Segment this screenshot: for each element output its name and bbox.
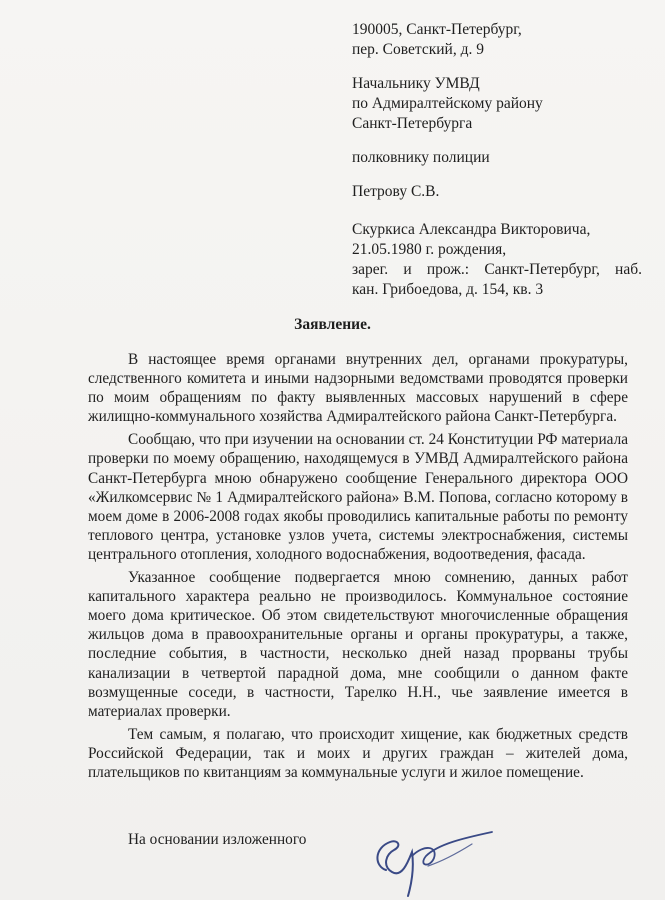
paragraph-4: Тем самым, я полагаю, что происходит хищение, как бюджетных средств Российской Федерации, так и моих и других граждан – жителей дома, плательщиков по квитанциям за коммунальные услуги и жилое помещение. [88, 725, 628, 781]
header-address-block [352, 20, 642, 300]
closing-line: На основании изложенного [128, 831, 307, 848]
recipient-line-1: Начальнику УМВД [352, 75, 480, 92]
recipient-rank: полковнику полиции [352, 149, 490, 166]
applicant-name: Скуркиса Александра Викторовича, [352, 221, 591, 238]
paragraph-3: Указанное сообщение подвергается мною сомнению, данных работ капитального характера реально не производилось. Коммунальное состояние моего дома критическое. Об этом свидетельствуют многочисленные обращения жильцов дома в правоохранительные органы и органы прокуратуры, а также, последние события, в частности, несколько дней назад прорваны трубы канализации в четвертой парадной дома, мне сообщили о данном факте возмущенные соседи, в частности, Тарелко Н.Н., чье заявление имеется в материалах проверки. [88, 569, 628, 720]
recipient-name: Петрову С.В. [352, 183, 440, 200]
recipient-line-2: по Адмиралтейскому району [352, 95, 543, 112]
applicant-birthdate: 21.05.1980 г. рождения, [352, 241, 507, 258]
handwritten-signature [368, 826, 498, 900]
applicant-address-line-1: зарег. и прож.: Санкт-Петербург, наб. [352, 261, 642, 278]
applicant-address-line-2: кан. Грибоедова, д. 154, кв. 3 [352, 281, 544, 298]
paragraph-2: Сообщаю, что при изучении на основании ст. 24 Конституции РФ материала проверки по моему обращению, находящемуся в УМВД Адмиралтейского района Санкт-Петербурга мною обнаружено сообщение Генерального директора ООО «Жилкомсервис № 1 Адмиралтейского района» В.М. Попова, согласно которому в моем доме в 2006-2008 годах якобы проводились капитальные работы по ремонту теплового центра, установке узлов учета, системы электроснабжения, системы центрального отопления, холодного водоснабжения, водоотведения, фасада. [88, 431, 628, 563]
document-title: Заявление. [294, 316, 371, 333]
paragraph-1: В настоящее время органами внутренних дел, органами прокуратуры, следственного комитета и иными надзорными ведомствами проводятся проверки по моим обращениям по факту выявленных массовых нарушений в сфере жилищно-коммунального хозяйства Адмиралтейского района Санкт-Петербурга. [88, 351, 628, 426]
sender-address-line-2: пер. Советский, д. 9 [352, 41, 484, 58]
document-body [88, 350, 628, 786]
sender-address-line-1: 190005, Санкт-Петербург, [352, 21, 522, 38]
recipient-line-3: Санкт-Петербурга [352, 115, 473, 132]
